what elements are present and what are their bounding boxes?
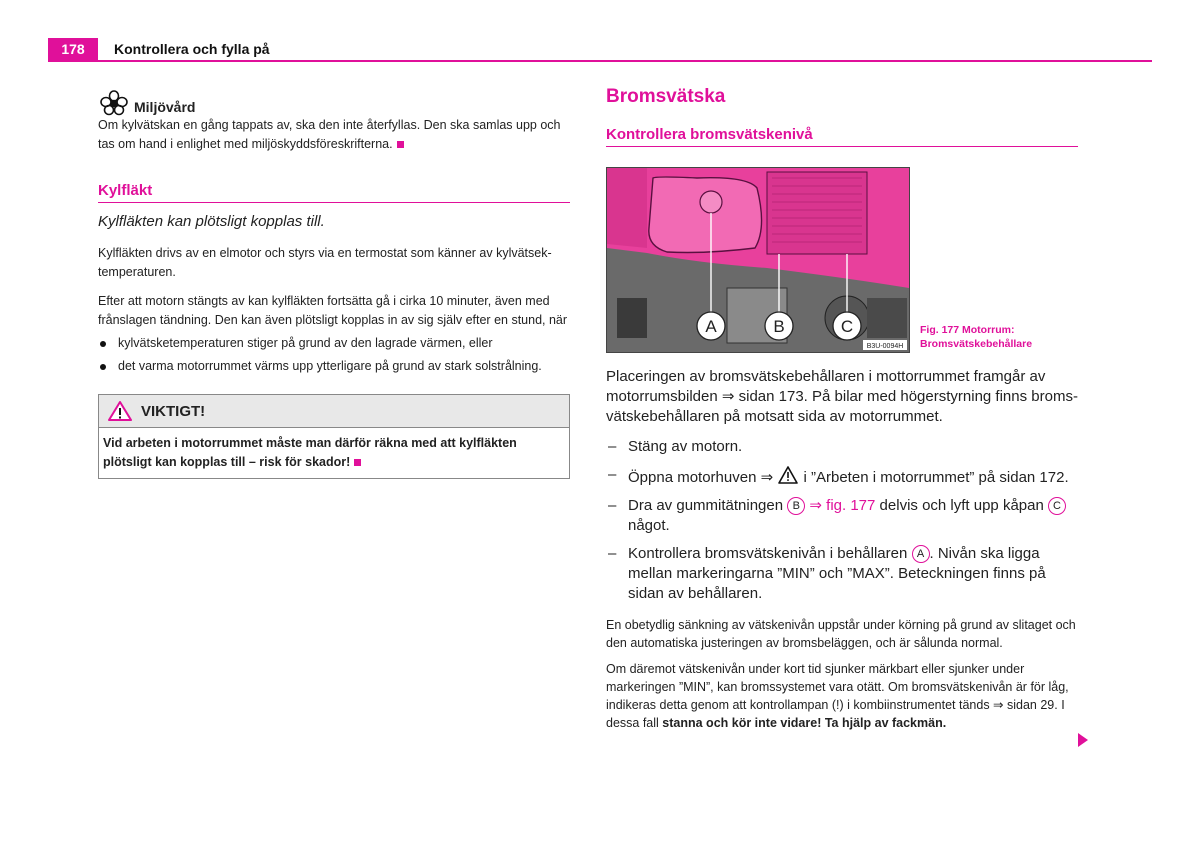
figure-label-c: C [840, 317, 854, 336]
fan-paragraph-2: Efter att motorn stängts av kan kylfläkten fortsätta gå i cirka 10 minuter, även med frånslagen tändning. Den kan även plötsligt kopplas in av sig själv efter en stund, när [98, 294, 568, 327]
brake-warning-lamp-icon: (!) [831, 698, 844, 712]
warning-title: VIKTIGT! [141, 402, 206, 420]
warning-text: Vid arbeten i motorrummet måste man därför räkna med att kylfläkten plötsligt kan kopplas till – risk för skador! [103, 436, 517, 469]
page-header [48, 38, 1152, 62]
brake-intro: Placeringen av bromsvätskebehållaren i mottorrummet framgår av motorrumsbilden ⇒ sidan 173. På bilar med högerstyrning finns broms-vätskebehållaren på motsatt sida av motorrummet. [606, 368, 1078, 425]
step-item: – Kontrollera bromsvätskenivån i behållaren A . Nivån ska ligga mellan markeringarna ”MIN” och ”MAX”. Beteckningen finns på sidan av behållaren. [606, 544, 1078, 604]
fan-lead: Kylfläkten kan plötsligt kopplas till. [98, 213, 325, 230]
warning-header [99, 395, 569, 428]
figure-177 [606, 167, 1078, 357]
brake-note-emphasis: stanna och kör inte vidare! Ta hjälp av fackmän. [662, 716, 947, 730]
page-title: Kontrollera och fylla på [114, 41, 270, 57]
right-column [606, 86, 1078, 732]
brake-note-2: Om däremot vätskenivån under kort tid sjunker märkbart eller sjunker under markeringen ”MIN”, kan bromssystemet vara otätt. Om bromsvätskenivån är för låg, indikeras detta genom att kontrollampan (!) i kombiinstrumentet tänds ⇒ sidan 29. I dessa fall stanna och kör inte vidare! Ta hjälp av fackmän. [606, 662, 1069, 730]
environment-heading [98, 90, 570, 116]
environment-text: Om kylvätskan en gång tappats av, ska den inte återfyllas. Den ska samlas upp och tas om hand i enlighet med miljöskyddsföreskrifterna. [98, 118, 561, 151]
flower-icon [98, 90, 130, 116]
left-column [98, 90, 570, 479]
page-number: 178 [48, 38, 98, 60]
figure-link[interactable]: ⇒ fig. 177 [809, 497, 876, 514]
engine-bay-illustration [606, 167, 910, 353]
next-page-arrow-icon [1078, 733, 1088, 747]
brake-note-1: En obetydlig sänkning av vätskenivån uppstår under körning på grund av slitaget och den automatiska justeringen av bromsbeläggen, och är sålunda normal. [606, 618, 1076, 650]
brake-subheading: Kontrollera bromsvätskenivå [606, 126, 1078, 147]
end-mark [397, 141, 404, 148]
end-mark [354, 459, 361, 466]
step-item: – Stäng av motorn. [606, 437, 1078, 457]
brake-heading: Bromsvätska [606, 86, 726, 107]
brake-steps [606, 437, 1078, 604]
callout-a: A [912, 545, 930, 563]
list-item: kylvätsketemperaturen stiger på grund av den lagrade värmen, eller [98, 334, 570, 353]
figure-label-b: B [773, 317, 785, 336]
figure-code: B3U-0094H [866, 343, 904, 350]
figure-label-a: A [705, 317, 717, 336]
fan-bullet-list [98, 334, 570, 376]
step-item: – Öppna motorhuven ⇒ i ”Arbeten i motorrummet” på sidan 172. [606, 465, 1078, 488]
list-item: det varma motorrummet värms upp ytterligare på grund av stark solstrålning. [98, 357, 570, 376]
fan-paragraph-1: Kylfläkten drivs av en elmotor och styrs via en termostat som känner av kylvätsek-temperaturen. [98, 246, 552, 279]
figure-caption: Fig. 177 Motorrum: Bromsvätskebehållare [920, 324, 1033, 350]
callout-c: C [1048, 497, 1066, 515]
step-item: – Dra av gummitätningen B ⇒ fig. 177 delvis och lyft upp kåpan C något. [606, 496, 1078, 536]
fan-heading: Kylfläkt [98, 182, 570, 203]
warning-box [98, 394, 570, 479]
warning-triangle-icon [107, 400, 133, 422]
warning-triangle-icon [777, 465, 799, 485]
callout-b: B [787, 497, 805, 515]
environment-title: Miljövård [134, 99, 196, 115]
